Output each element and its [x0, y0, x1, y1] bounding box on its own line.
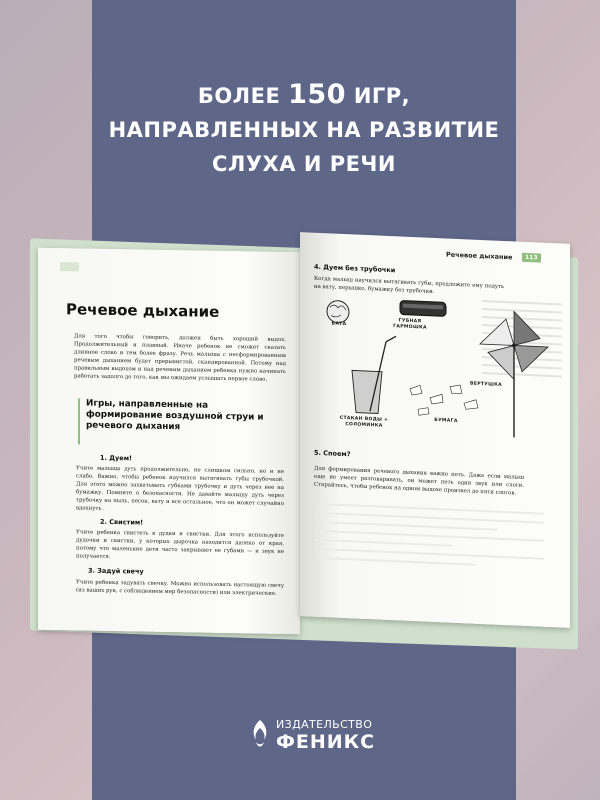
- item-2-text: Учите ребенка свистеть в дудки и свистки. Для этого используйте дудочки и свистки, у которых дырочка находится далеко от края, потому что маленькие дети часто закрывают ее губами — и звук не получается.: [76, 529, 284, 560]
- item-5-text: Для формирования речевого дыхания важно петь. Даже если малыш еще не умеет разговаривать, он может петь один звук или слоги. Старайтесь, чтобы ребенок на одном выдохе произвел до пяти слогов.: [314, 465, 524, 497]
- open-book: [30, 238, 578, 640]
- label-glass: СТАКАН ВОДЫ + СОЛОМИНКА: [339, 415, 389, 429]
- phoenix-logo-icon: [248, 718, 272, 752]
- section-heading: Игры, направленные на формирование воздушной струи и речевого дыхания: [86, 398, 264, 433]
- left-page: [38, 248, 300, 635]
- label-cotton: ВАТА: [331, 321, 347, 328]
- headline-number: 150: [288, 79, 347, 110]
- publisher-label: ИЗДАТЕЛЬСТВО: [276, 718, 373, 731]
- item-5-heading: 5. Споем?: [314, 448, 351, 459]
- headline-line-1: [92, 78, 516, 113]
- section-accent-bar: [78, 398, 80, 444]
- label-paper: БУМАГА: [434, 417, 458, 424]
- pinwheel-icon: [480, 310, 548, 439]
- harmonica-icon: [400, 300, 446, 316]
- running-head: Речевое дыхание: [446, 250, 513, 262]
- item-3-text: Учите ребенка задувать свечку. Можно использовать настоящую свечу (из ваших рук, с соблюдением мер безопасности) или электрические.: [76, 579, 284, 597]
- item-2-heading: 2. Свистим!: [100, 517, 144, 527]
- headline-line-3: СЛУХА И РЕЧИ: [212, 152, 396, 176]
- paper-scraps-icon: [410, 383, 478, 418]
- item-3-heading: 3. Задуй свечу: [88, 566, 144, 576]
- headline-prefix: БОЛЕЕ: [197, 84, 281, 108]
- item-1-heading: 1. Дуем!: [100, 453, 132, 463]
- headline-line-2: НАПРАВЛЕННЫХ НА РАЗВИТИЕ: [108, 118, 500, 142]
- item-4-heading: 4. Дуем без трубочки: [314, 262, 396, 275]
- page-number: 113: [522, 253, 541, 263]
- label-harmonica: ГУБНАЯ ГАРМОШКА: [393, 318, 427, 331]
- promo-headline: [92, 78, 516, 181]
- headline-suffix: ИГР,: [353, 84, 411, 108]
- item-1-text: Учите малыша дуть продолжительно, не слишком сильно, но и не слабо. Важно, чтобы ребенок научился вытягивать губы трубочкой. Для этого можно захватывать губками трубочку и дуть через нее на бумажку. Помните о безопасности. Не давайте малышу дуть через трубочку на пыль, песок, вату и все остальное, что он может случайно вдохнуть.: [76, 465, 284, 512]
- bleed-through-lower: [314, 503, 544, 576]
- publisher-name: ФЕНИКС: [276, 731, 376, 753]
- chapter-title: Речевое дыхание: [66, 300, 220, 321]
- cotton-ball-icon: [327, 300, 349, 323]
- intro-paragraph: Для того чтобы говорить, должен быть хороший выдох. Продолжительный и плавный. Иначе ребенок не сможет сказать длинное слово и тем более фразу. Речь малыша с несформированным речевым дыханием будет прерывистой, скандированной. Потому над правильным выдохом и над речевым дыханием ребенка нужно начинать работать задолго до того, как мы ожидаем услышать первое слово.: [74, 333, 286, 383]
- right-page: [300, 232, 570, 628]
- item-4-text: Когда малыш научился вытягивать губы, предложите ему подуть на вату, перышко, бумажку без трубочки.: [314, 275, 504, 295]
- left-page-number-tab: 000: [60, 262, 79, 271]
- glass-with-straw-icon: [352, 334, 396, 414]
- label-pinwheel: ВЕРТУШКА: [469, 381, 503, 388]
